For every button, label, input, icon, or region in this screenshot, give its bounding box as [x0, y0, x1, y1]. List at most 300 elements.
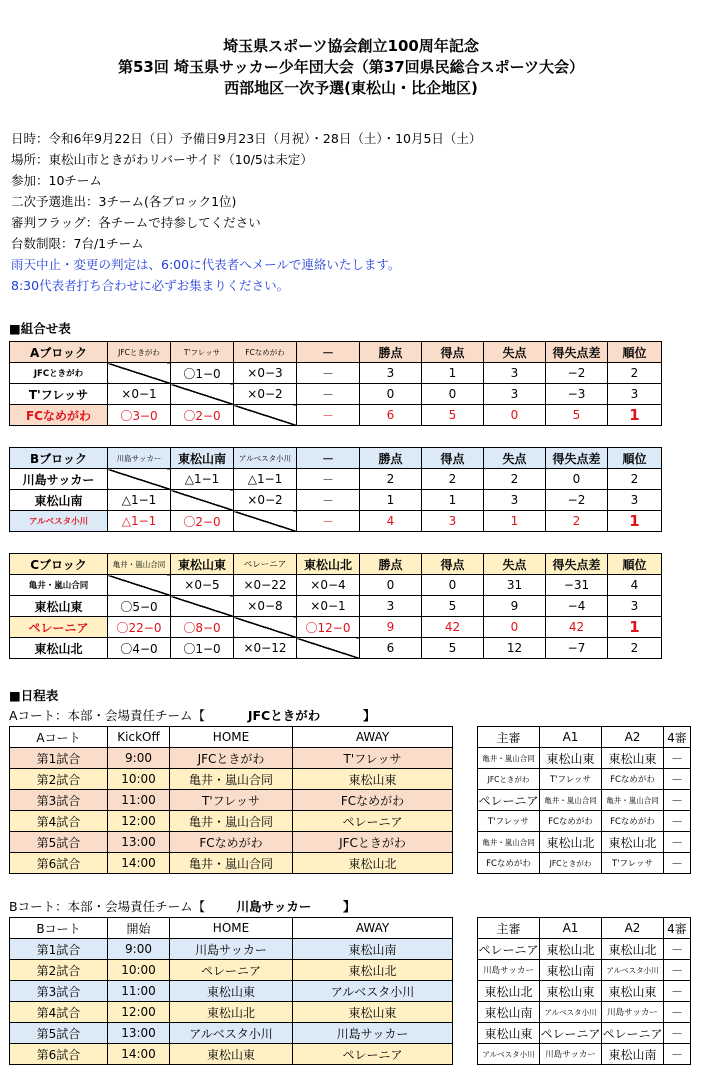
schedule-header: 開始	[108, 918, 170, 939]
standings-header: 失点	[484, 448, 546, 469]
block-header-row	[10, 554, 662, 575]
court-a-label-text: Aコート：本部・会場責任チーム【	[9, 708, 206, 723]
match-time: 14:00	[108, 1044, 170, 1065]
referee-cell: －	[664, 790, 691, 811]
match-away: 東松山北	[293, 853, 453, 874]
team-name: 東松山東	[10, 596, 108, 617]
result-cell: △1−1	[108, 490, 171, 511]
result-cell: －	[297, 363, 360, 384]
referee-row	[478, 1023, 691, 1044]
rank-cell: 2	[608, 638, 662, 659]
standings-header: 順位	[608, 448, 662, 469]
referee-header: A2	[602, 727, 664, 748]
self-match-cell	[234, 405, 297, 426]
match-number: 第2試合	[10, 960, 108, 981]
rank-cell: 1	[608, 511, 662, 532]
schedule-header: KickOff	[108, 727, 170, 748]
self-match-cell	[171, 384, 234, 405]
goals-for-cell: 1	[422, 490, 484, 511]
court-a-referees	[477, 726, 691, 874]
points-cell: 9	[360, 617, 422, 638]
team-name: 東松山南	[10, 490, 108, 511]
team-name: ペレーニア	[10, 617, 108, 638]
referee-row	[478, 1044, 691, 1065]
referee-header: 4審	[664, 727, 691, 748]
match-row	[10, 1044, 453, 1065]
block-b-table	[9, 447, 662, 532]
referee-cell: 川島サッカー	[540, 1044, 602, 1065]
referee-cell: 東松山南	[602, 1044, 664, 1065]
goal-diff-cell: −7	[546, 638, 608, 659]
referee-cell: JFCときがわ	[478, 769, 540, 790]
schedule-header: HOME	[170, 727, 293, 748]
table-row	[10, 511, 662, 532]
self-match-cell	[108, 363, 171, 384]
match-number: 第4試合	[10, 811, 108, 832]
match-row	[10, 790, 453, 811]
points-cell: 1	[360, 490, 422, 511]
goals-for-cell: 5	[422, 405, 484, 426]
table-row	[10, 490, 662, 511]
info-place: 場所：東松山市ときがわリバーサイド（10/5は未定）	[11, 152, 313, 167]
standings-header: 得失点差	[546, 342, 608, 363]
court-a-schedule	[9, 726, 453, 874]
match-away: ペレーニア	[293, 811, 453, 832]
referee-cell: －	[664, 832, 691, 853]
schedule-header: AWAY	[293, 727, 453, 748]
info-cars: 台数制限：7台/1チーム	[11, 236, 144, 251]
standings-header: 得失点差	[546, 554, 608, 575]
court-b-close: 】	[343, 899, 356, 914]
self-match-cell	[234, 511, 297, 532]
court-a-label	[9, 706, 376, 724]
match-row	[10, 1002, 453, 1023]
match-away: T'フレッサ	[293, 748, 453, 769]
match-number: 第3試合	[10, 790, 108, 811]
match-time: 14:00	[108, 853, 170, 874]
match-number: 第1試合	[10, 939, 108, 960]
title-line-2: 第53回 埼玉県サッカー少年団大会（第37回県民総合スポーツ大会）	[117, 58, 585, 76]
match-away: ペレーニア	[293, 1044, 453, 1065]
schedule-header: AWAY	[293, 918, 453, 939]
points-cell: 4	[360, 511, 422, 532]
goals-against-cell: 0	[484, 617, 546, 638]
referee-header: 4審	[664, 918, 691, 939]
block-col-header: 川島サッカー	[108, 448, 171, 469]
referee-cell: 東松山東	[540, 981, 602, 1002]
referee-cell: 東松山南	[540, 960, 602, 981]
block-col-header: －	[297, 342, 360, 363]
result-cell: ×0−1	[297, 596, 360, 617]
match-row	[10, 832, 453, 853]
table-row	[10, 638, 662, 659]
goal-diff-cell: 42	[546, 617, 608, 638]
goals-for-cell: 0	[422, 384, 484, 405]
match-time: 10:00	[108, 960, 170, 981]
referee-cell: 亀井・嵐山合同	[602, 790, 664, 811]
block-a-table	[9, 341, 662, 426]
standings-header: 失点	[484, 342, 546, 363]
table-row	[10, 405, 662, 426]
referee-cell: ペレーニア	[540, 1023, 602, 1044]
court-b-schedule	[9, 917, 453, 1065]
referee-header-row	[478, 918, 691, 939]
rank-cell: 4	[608, 575, 662, 596]
goals-against-cell: 3	[484, 363, 546, 384]
referee-cell: 亀井・嵐山合同	[478, 832, 540, 853]
referee-row	[478, 960, 691, 981]
goal-diff-cell: 2	[546, 511, 608, 532]
match-number: 第6試合	[10, 853, 108, 874]
referee-cell: －	[664, 811, 691, 832]
match-time: 11:00	[108, 981, 170, 1002]
team-name: T'フレッサ	[10, 384, 108, 405]
referee-cell: 東松山東	[540, 748, 602, 769]
match-home: JFCときがわ	[170, 748, 293, 769]
table-row	[10, 384, 662, 405]
referee-cell: 東松山東	[602, 748, 664, 769]
block-c-table	[9, 553, 662, 659]
result-cell: 〇3−0	[108, 405, 171, 426]
self-match-cell	[108, 575, 171, 596]
result-cell: －	[297, 469, 360, 490]
schedule-header-row	[10, 918, 453, 939]
standings-header: 勝点	[360, 448, 422, 469]
result-cell: －	[297, 511, 360, 532]
result-cell: ×0−4	[297, 575, 360, 596]
goals-against-cell: 31	[484, 575, 546, 596]
team-name: FCなめがわ	[10, 405, 108, 426]
match-home: アルベスタ小川	[170, 1023, 293, 1044]
court-b-referees	[477, 917, 691, 1065]
referee-cell: 川島サッカー	[478, 960, 540, 981]
standings-header: 勝点	[360, 554, 422, 575]
match-time: 13:00	[108, 832, 170, 853]
standings-header: 得点	[422, 554, 484, 575]
court-b-label	[9, 897, 356, 915]
block-col-header: FCなめがわ	[234, 342, 297, 363]
block-col-header: T'フレッサ	[171, 342, 234, 363]
goal-diff-cell: 5	[546, 405, 608, 426]
match-away: 東松山東	[293, 769, 453, 790]
standings-header: 順位	[608, 342, 662, 363]
referee-header: 主審	[478, 918, 540, 939]
referee-header-row	[478, 727, 691, 748]
referee-header: A2	[602, 918, 664, 939]
referee-cell: アルベスタ小川	[540, 1002, 602, 1023]
referee-row	[478, 769, 691, 790]
result-cell: ×0−1	[108, 384, 171, 405]
referee-cell: 亀井・嵐山合同	[478, 748, 540, 769]
result-cell: 〇4−0	[108, 638, 171, 659]
referee-cell: －	[664, 981, 691, 1002]
result-cell: ×0−3	[234, 363, 297, 384]
match-number: 第4試合	[10, 1002, 108, 1023]
match-away: アルベスタ小川	[293, 981, 453, 1002]
self-match-cell	[171, 490, 234, 511]
result-cell: △1−1	[108, 511, 171, 532]
goals-for-cell: 0	[422, 575, 484, 596]
court-b-label-text: Bコート：本部・会場責任チーム【	[9, 899, 206, 914]
match-time: 9:00	[108, 748, 170, 769]
team-name: アルベスタ小川	[10, 511, 108, 532]
referee-cell: －	[664, 769, 691, 790]
match-row	[10, 1023, 453, 1044]
team-name: JFCときがわ	[10, 363, 108, 384]
match-row	[10, 748, 453, 769]
goals-against-cell: 3	[484, 490, 546, 511]
match-row	[10, 769, 453, 790]
match-number: 第2試合	[10, 769, 108, 790]
self-match-cell	[234, 617, 297, 638]
referee-row	[478, 832, 691, 853]
match-home: 東松山東	[170, 981, 293, 1002]
referee-cell: 東松山北	[478, 981, 540, 1002]
referee-cell: ペレーニア	[478, 939, 540, 960]
referee-cell: 東松山北	[602, 939, 664, 960]
table-row	[10, 363, 662, 384]
referee-cell: 東松山北	[602, 832, 664, 853]
goals-for-cell: 3	[422, 511, 484, 532]
referee-cell: T'フレッサ	[602, 853, 664, 874]
result-cell: ×0−5	[171, 575, 234, 596]
goals-for-cell: 2	[422, 469, 484, 490]
goal-diff-cell: −2	[546, 363, 608, 384]
goal-diff-cell: −4	[546, 596, 608, 617]
block-header-row	[10, 342, 662, 363]
notice-rain: 雨天中止・変更の判定は、6:00に代表者へメールで連絡いたします。	[11, 257, 401, 272]
match-row	[10, 853, 453, 874]
referee-row	[478, 748, 691, 769]
referee-cell: －	[664, 1023, 691, 1044]
block-col-header: 東松山南	[171, 448, 234, 469]
info-participants: 参加：10チーム	[11, 173, 102, 188]
referee-cell: －	[664, 939, 691, 960]
match-time: 10:00	[108, 769, 170, 790]
team-name: 東松山北	[10, 638, 108, 659]
referee-cell: －	[664, 1002, 691, 1023]
referee-cell: 東松山東	[478, 1023, 540, 1044]
title-line-3: 西部地区一次予選(東松山・比企地区)	[224, 79, 478, 97]
result-cell: 〇5−0	[108, 596, 171, 617]
match-away: 川島サッカー	[293, 1023, 453, 1044]
referee-cell: 東松山北	[540, 832, 602, 853]
notice-meeting: 8:30代表者打ち合わせに必ずお集まりください。	[11, 278, 290, 293]
referee-cell: ペレーニア	[602, 1023, 664, 1044]
match-home: FCなめがわ	[170, 832, 293, 853]
rank-cell: 2	[608, 363, 662, 384]
result-cell: ×0−2	[234, 384, 297, 405]
block-col-header: 東松山北	[297, 554, 360, 575]
goal-diff-cell: 0	[546, 469, 608, 490]
result-cell: －	[297, 405, 360, 426]
referee-cell: 東松山東	[602, 981, 664, 1002]
result-cell: 〇1−0	[171, 363, 234, 384]
schedule-heading: ■日程表	[9, 688, 59, 703]
goal-diff-cell: −3	[546, 384, 608, 405]
standings-header: 得点	[422, 448, 484, 469]
block-header-row	[10, 448, 662, 469]
referee-row	[478, 811, 691, 832]
referee-header: A1	[540, 727, 602, 748]
standings-header: 得点	[422, 342, 484, 363]
match-home: 亀井・嵐山合同	[170, 811, 293, 832]
goals-for-cell: 42	[422, 617, 484, 638]
match-away: 東松山南	[293, 939, 453, 960]
referee-cell: T'フレッサ	[540, 769, 602, 790]
standings-header: 得失点差	[546, 448, 608, 469]
result-cell: 〇12−0	[297, 617, 360, 638]
match-time: 12:00	[108, 811, 170, 832]
match-row	[10, 939, 453, 960]
points-cell: 6	[360, 405, 422, 426]
match-row	[10, 811, 453, 832]
team-name: 川島サッカー	[10, 469, 108, 490]
table-row	[10, 596, 662, 617]
block-col-header: 亀井・嵐山合同	[108, 554, 171, 575]
points-cell: 0	[360, 384, 422, 405]
self-match-cell	[108, 469, 171, 490]
referee-cell: FCなめがわ	[602, 811, 664, 832]
court-a-team: JFCときがわ	[247, 708, 321, 723]
result-cell: ×0−8	[234, 596, 297, 617]
result-cell: ×0−12	[234, 638, 297, 659]
match-number: 第1試合	[10, 748, 108, 769]
result-cell: 〇22−0	[108, 617, 171, 638]
goal-diff-cell: −2	[546, 490, 608, 511]
rank-cell: 1	[608, 405, 662, 426]
referee-cell: 亀井・嵐山合同	[540, 790, 602, 811]
referee-cell: ペレーニア	[478, 790, 540, 811]
info-date: 日時：令和6年9月22日（日）予備日9月23日（月祝）・28日（土）・10月5日（土）	[11, 131, 482, 146]
referee-cell: アルベスタ小川	[478, 1044, 540, 1065]
title-line-1: 埼玉県スポーツ協会創立100周年記念	[223, 37, 479, 55]
goals-for-cell: 1	[422, 363, 484, 384]
referee-row	[478, 853, 691, 874]
match-number: 第6試合	[10, 1044, 108, 1065]
goal-diff-cell: −31	[546, 575, 608, 596]
standings-header: 順位	[608, 554, 662, 575]
goals-against-cell: 0	[484, 405, 546, 426]
referee-cell: FCなめがわ	[478, 853, 540, 874]
match-row	[10, 960, 453, 981]
goals-against-cell: 9	[484, 596, 546, 617]
schedule-header: Bコート	[10, 918, 108, 939]
block-name: Cブロック	[10, 554, 108, 575]
referee-row	[478, 790, 691, 811]
match-home: 東松山東	[170, 1044, 293, 1065]
goals-for-cell: 5	[422, 596, 484, 617]
rank-cell: 3	[608, 596, 662, 617]
schedule-header-row	[10, 727, 453, 748]
result-cell: 〇2−0	[171, 405, 234, 426]
referee-row	[478, 1002, 691, 1023]
match-home: 亀井・嵐山合同	[170, 853, 293, 874]
referee-cell: －	[664, 1044, 691, 1065]
referee-cell: 東松山南	[478, 1002, 540, 1023]
match-away: 東松山東	[293, 1002, 453, 1023]
rank-cell: 1	[608, 617, 662, 638]
goals-against-cell: 1	[484, 511, 546, 532]
result-cell: 〇2−0	[171, 511, 234, 532]
referee-row	[478, 981, 691, 1002]
match-time: 9:00	[108, 939, 170, 960]
kumiawase-heading: ■組合せ表	[9, 321, 71, 336]
goals-against-cell: 3	[484, 384, 546, 405]
match-time: 12:00	[108, 1002, 170, 1023]
match-time: 11:00	[108, 790, 170, 811]
table-row	[10, 617, 662, 638]
referee-cell: 川島サッカー	[602, 1002, 664, 1023]
match-away: JFCときがわ	[293, 832, 453, 853]
goals-against-cell: 12	[484, 638, 546, 659]
block-name: Aブロック	[10, 342, 108, 363]
block-col-header: ペレーニア	[234, 554, 297, 575]
match-home: 東松山北	[170, 1002, 293, 1023]
result-cell: －	[297, 490, 360, 511]
match-number: 第3試合	[10, 981, 108, 1002]
referee-cell: JFCときがわ	[540, 853, 602, 874]
referee-cell: FCなめがわ	[602, 769, 664, 790]
result-cell: 〇8−0	[171, 617, 234, 638]
block-name: Bブロック	[10, 448, 108, 469]
match-time: 13:00	[108, 1023, 170, 1044]
goals-against-cell: 2	[484, 469, 546, 490]
match-home: T'フレッサ	[170, 790, 293, 811]
match-home: 亀井・嵐山合同	[170, 769, 293, 790]
result-cell: ×0−22	[234, 575, 297, 596]
referee-header: A1	[540, 918, 602, 939]
match-number: 第5試合	[10, 832, 108, 853]
rank-cell: 3	[608, 490, 662, 511]
points-cell: 3	[360, 363, 422, 384]
referee-cell: －	[664, 748, 691, 769]
referee-cell: アルベスタ小川	[602, 960, 664, 981]
info-flag: 審判フラッグ：各チームで持参してください	[11, 215, 261, 230]
block-col-header: －	[297, 448, 360, 469]
schedule-header: Aコート	[10, 727, 108, 748]
result-cell: －	[297, 384, 360, 405]
referee-header: 主審	[478, 727, 540, 748]
points-cell: 0	[360, 575, 422, 596]
block-col-header: JFCときがわ	[108, 342, 171, 363]
result-cell: 〇1−0	[171, 638, 234, 659]
referee-cell: FCなめがわ	[540, 811, 602, 832]
match-home: 川島サッカー	[170, 939, 293, 960]
self-match-cell	[297, 638, 360, 659]
match-home: ペレーニア	[170, 960, 293, 981]
points-cell: 6	[360, 638, 422, 659]
court-b-team: 川島サッカー	[236, 899, 312, 914]
block-col-header: 東松山東	[171, 554, 234, 575]
goals-for-cell: 5	[422, 638, 484, 659]
referee-cell: T'フレッサ	[478, 811, 540, 832]
schedule-header: HOME	[170, 918, 293, 939]
table-row	[10, 469, 662, 490]
rank-cell: 3	[608, 384, 662, 405]
result-cell: △1−1	[171, 469, 234, 490]
referee-cell: 東松山北	[540, 939, 602, 960]
block-col-header: アルベスタ小川	[234, 448, 297, 469]
result-cell: △1−1	[234, 469, 297, 490]
match-number: 第5試合	[10, 1023, 108, 1044]
standings-header: 失点	[484, 554, 546, 575]
points-cell: 2	[360, 469, 422, 490]
info-advance: 二次予選進出：3チーム(各ブロック1位)	[11, 194, 237, 209]
points-cell: 3	[360, 596, 422, 617]
result-cell: ×0−2	[234, 490, 297, 511]
referee-cell: －	[664, 853, 691, 874]
